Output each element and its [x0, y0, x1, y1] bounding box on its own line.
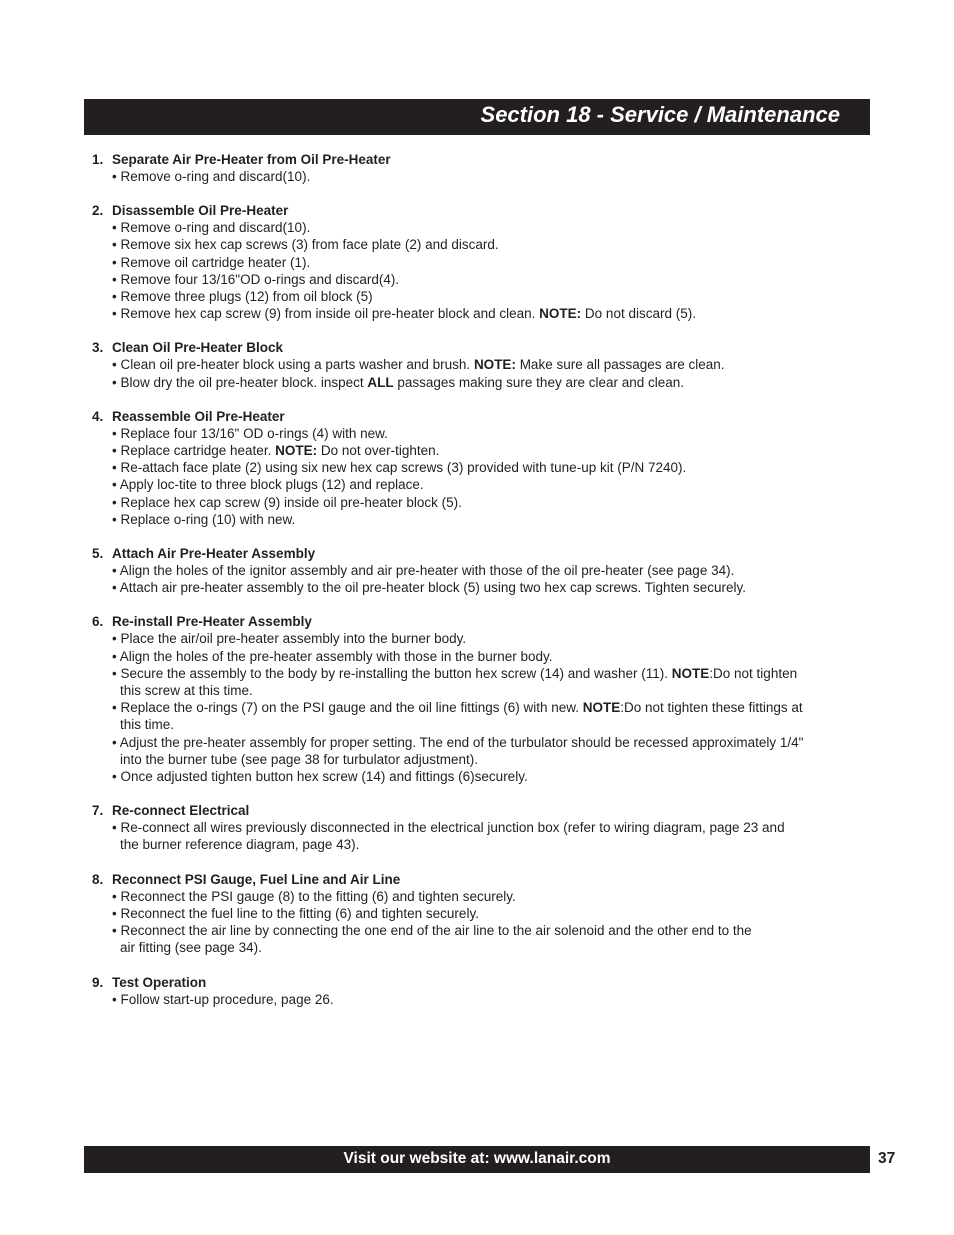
procedure-step [92, 871, 882, 957]
bullet-item [112, 888, 882, 905]
bullet-item [112, 511, 882, 528]
bullet-item [112, 459, 882, 476]
bullet-continuation: air fitting (see page 34). [120, 940, 262, 956]
step-bullet-list [92, 819, 882, 853]
bullet-continuation: the burner reference diagram, page 43). [120, 837, 360, 853]
step-number: 9. [92, 974, 104, 990]
bullet-text: • Replace o-ring (10) with new. [112, 511, 296, 527]
bullet-item [112, 768, 882, 785]
bullet-text: • Attach air pre-heater assembly to the oil pre-heater block (5) using two hex cap screws. Tighten securely. [112, 580, 747, 596]
bullet-text: • Remove oil cartridge heater (1). [112, 254, 311, 270]
step-heading [92, 871, 882, 888]
bullet-text-after: passages making sure they are clear and clean. [393, 374, 685, 390]
step-bullet-list [92, 219, 882, 322]
procedure-step [92, 802, 882, 853]
step-title: Clean Oil Pre-Heater Block [112, 340, 284, 356]
bullet-text: • Remove four 13/16"OD o-rings and discard(4). [112, 271, 400, 287]
step-heading [92, 974, 882, 991]
bullet-text: • Replace the o-rings (7) on the PSI gauge and the oil line fittings (6) with new. [112, 700, 583, 716]
step-number: 7. [92, 803, 104, 819]
footer-bar [84, 1146, 870, 1173]
step-heading [92, 802, 882, 819]
bullet-text: • Remove o-ring and discard(10). [112, 169, 311, 184]
note-label: ALL [367, 374, 394, 390]
step-heading [92, 339, 882, 356]
procedure-step [92, 202, 882, 322]
bullet-item [112, 630, 882, 647]
step-heading [92, 202, 882, 219]
bullet-text: • Re-connect all wires previously disconnected in the electrical junction box (refer to wiring diagram, page 23 and [112, 820, 785, 836]
step-title: Reassemble Oil Pre-Heater [112, 408, 285, 424]
bullet-text: • Blow dry the oil pre-heater block. inspect [112, 374, 368, 390]
step-bullet-list [92, 356, 882, 390]
step-number: 4. [92, 408, 104, 424]
bullet-item [112, 648, 882, 665]
bullet-item [112, 288, 882, 305]
note-label: NOTE: [473, 357, 516, 373]
step-title: Test Operation [112, 974, 207, 990]
step-title: Re-connect Electrical [112, 803, 250, 819]
bullet-text: • Follow start-up procedure, page 26. [112, 991, 334, 1007]
footer-website-text: Visit our website at: www.lanair.com [343, 1150, 611, 1167]
step-bullet-list [92, 168, 882, 185]
bullet-item [112, 236, 882, 253]
bullet-text: • Secure the assembly to the body by re-installing the button hex screw (14) and washer (11). [112, 665, 672, 681]
bullet-item [112, 476, 882, 493]
bullet-text: • Re-attach face plate (2) using six new hex cap screws (3) provided with tune-up kit (P/N 7240). [112, 460, 687, 476]
bullet-text: • Replace cartridge heater. [112, 443, 276, 459]
section-title: Section 18 - Service / Maintenance [480, 102, 840, 127]
bullet-item [112, 579, 882, 596]
step-bullet-list [92, 425, 882, 528]
bullet-item [112, 374, 882, 391]
step-number: 6. [92, 614, 104, 630]
bullet-item [112, 168, 882, 185]
bullet-text: • Place the air/oil pre-heater assembly into the burner body. [112, 631, 467, 647]
bullet-text: • Remove six hex cap screws (3) from face plate (2) and discard. [112, 237, 499, 253]
step-title: Separate Air Pre-Heater from Oil Pre-Heater [112, 152, 391, 167]
bullet-text: • Apply loc-tite to three block plugs (12) and replace. [112, 477, 424, 493]
procedure-step [92, 545, 882, 596]
note-label: NOTE: [539, 306, 582, 322]
step-bullet-list [92, 888, 882, 957]
bullet-item [112, 425, 882, 442]
bullet-continuation: this screw at this time. [120, 683, 253, 699]
step-number: 2. [92, 203, 104, 219]
step-bullet-list [92, 991, 882, 1008]
bullet-text: • Remove three plugs (12) from oil block (5) [112, 289, 373, 305]
bullet-item [112, 305, 882, 322]
bullet-text: • Align the holes of the ignitor assembly and air pre-heater with those of the oil pre-heater (see page 34). [112, 563, 735, 579]
step-number: 3. [92, 340, 104, 356]
bullet-text: • Reconnect the air line by connecting the one end of the air line to the air solenoid and the other end to the [112, 923, 752, 939]
step-bullet-list [92, 562, 882, 596]
procedure-list [92, 151, 882, 1025]
bullet-text-after: :Do not tighten [709, 665, 798, 681]
step-number: 1. [92, 152, 104, 167]
bullet-text: • Remove hex cap screw (9) from inside oil pre-heater block and clean. [112, 306, 540, 322]
step-title: Re-install Pre-Heater Assembly [112, 614, 312, 630]
bullet-item [112, 905, 882, 922]
step-heading [92, 408, 882, 425]
bullet-text-after: Do not over-tighten. [317, 443, 440, 459]
page-number: 37 [878, 1150, 896, 1167]
bullet-text: • Align the holes of the pre-heater assembly with those in the burner body. [112, 648, 553, 664]
step-heading [92, 151, 882, 168]
bullet-text: • Reconnect the fuel line to the fitting (6) and tighten securely. [112, 905, 479, 921]
bullet-item [112, 665, 882, 682]
procedure-step [92, 613, 882, 785]
bullet-item [112, 219, 882, 236]
bullet-item [112, 494, 882, 511]
bullet-item [112, 699, 882, 716]
step-number: 8. [92, 871, 104, 887]
note-label: NOTE [582, 700, 621, 716]
bullet-item [112, 819, 882, 836]
bullet-continuation: this time. [120, 717, 175, 733]
bullet-text: • Adjust the pre-heater assembly for proper setting. The end of the turbulator should be recessed approximately 1/4" [112, 734, 804, 750]
bullet-text-after: Do not discard (5). [581, 306, 696, 322]
bullet-item [112, 442, 882, 459]
bullet-item [112, 922, 882, 939]
bullet-text-after: :Do not tighten these fittings at [620, 700, 803, 716]
bullet-text: • Replace hex cap screw (9) inside oil pre-heater block (5). [112, 494, 462, 510]
step-title: Reconnect PSI Gauge, Fuel Line and Air Line [112, 871, 401, 887]
bullet-item [112, 562, 882, 579]
procedure-step [92, 974, 882, 1008]
bullet-item [112, 356, 882, 373]
step-title: Attach Air Pre-Heater Assembly [112, 546, 316, 562]
procedure-step [92, 339, 882, 390]
section-header-bar [84, 99, 870, 135]
bullet-continuation: into the burner tube (see page 38 for turbulator adjustment). [120, 751, 478, 767]
bullet-text: • Replace four 13/16" OD o-rings (4) with new. [112, 425, 388, 441]
step-bullet-list [92, 630, 882, 785]
bullet-text: • Clean oil pre-heater block using a parts washer and brush. [112, 357, 474, 373]
bullet-item [112, 271, 882, 288]
procedure-step [92, 151, 882, 185]
step-heading [92, 545, 882, 562]
note-label: NOTE [671, 665, 710, 681]
bullet-text: • Reconnect the PSI gauge (8) to the fitting (6) and tighten securely. [112, 888, 516, 904]
note-label: NOTE: [275, 443, 318, 459]
bullet-item [112, 991, 882, 1008]
step-title: Disassemble Oil Pre-Heater [112, 203, 289, 219]
bullet-text: • Remove o-ring and discard(10). [112, 220, 311, 236]
bullet-text: • Once adjusted tighten button hex screw (14) and fittings (6)securely. [112, 769, 528, 785]
procedure-step [92, 408, 882, 528]
bullet-text-after: Make sure all passages are clean. [515, 357, 725, 373]
step-number: 5. [92, 546, 104, 562]
bullet-item [112, 734, 882, 751]
bullet-item [112, 254, 882, 271]
step-heading [92, 613, 882, 630]
